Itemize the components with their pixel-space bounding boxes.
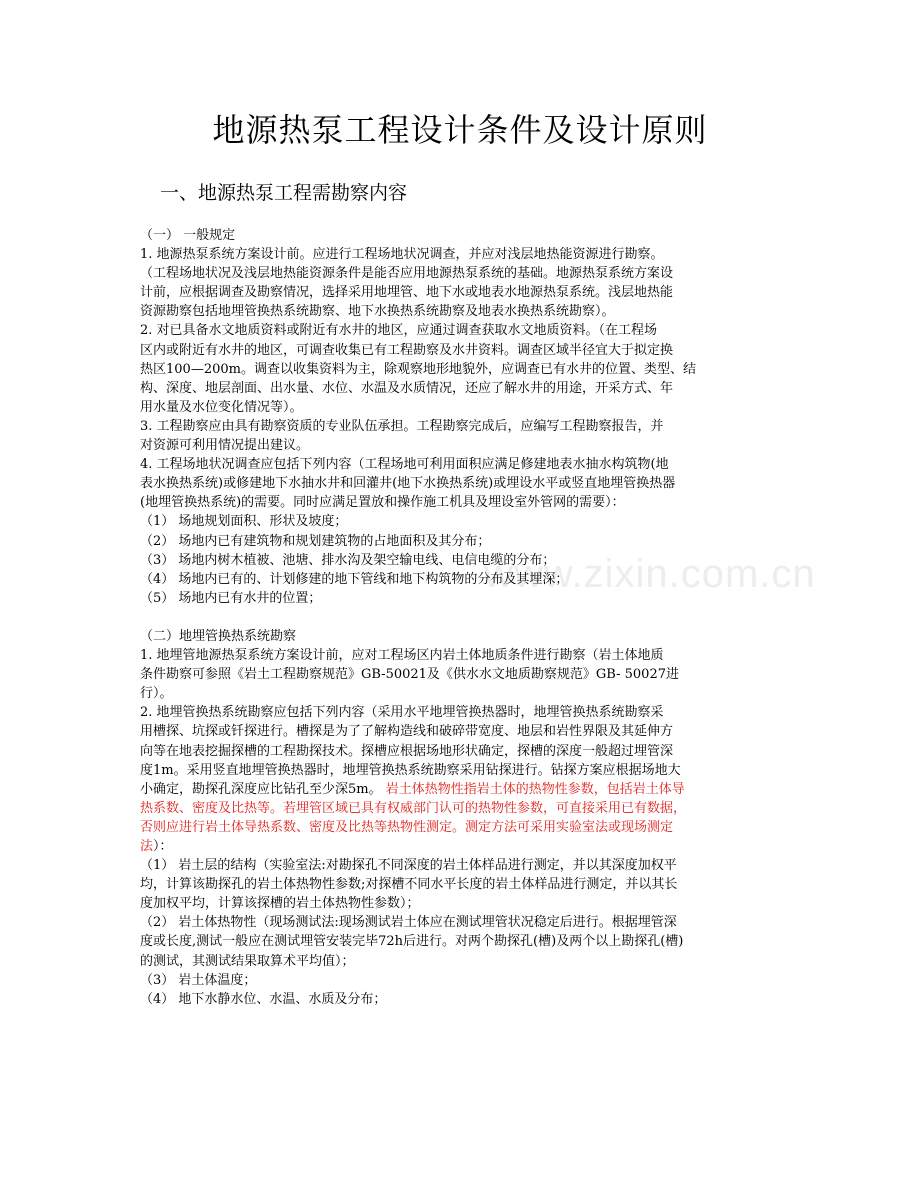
watermark: www.zixin.com.cn bbox=[484, 552, 816, 596]
body-line-mixed bbox=[140, 837, 800, 856]
body-line: 度1m。采用竖直地埋管换热器时，地埋管换热系统勘察采用钻探进行。钻探方案应根据场地大 bbox=[140, 762, 681, 778]
body-line: 的测试，其测试结果取算术平均值）； bbox=[140, 953, 355, 969]
list-item: （3） 岩土体温度； bbox=[140, 972, 257, 988]
body-line: 热区100—200m。调查以收集资料为主，除观察地形地貌外，应调查已有水井的位置、类型、结 bbox=[140, 361, 696, 377]
body-line: （一） 一般规定 bbox=[140, 228, 236, 243]
list-item: （3） 场地内树木植被、池塘、排水沟及架空输电线、电信电缆的分布； bbox=[140, 552, 556, 568]
body-line: 4. 工程场地状况调查应包括下列内容（工程场地可利用面积应满足修建地表水抽水构筑物(地 bbox=[140, 457, 669, 473]
body-line: 3. 工程勘察应由具有勘察资质的专业队伍承担。工程勘察完成后，应编写工程勘察报告，并 bbox=[140, 418, 664, 434]
body-line: 1. 地源热泵系统方案设计前。应进行工程场地状况调查，并应对浅层地热能资源进行勘察。 bbox=[140, 247, 664, 263]
body-line: 向等在地表挖掘探槽的工程勘探技术。探槽应根据场地形状确定，探槽的深度一般超过埋管深 bbox=[140, 743, 674, 759]
body-line: 度或长度,测试一般应在测试埋管安装完毕72h后进行。对两个勘探孔(槽)及两个以上勘探孔(槽) bbox=[140, 934, 684, 950]
list-item: （5） 场地内已有水井的位置； bbox=[140, 590, 322, 606]
body-line: 对资源可利用情况提出建议。 bbox=[140, 438, 310, 454]
document-title: 地源热泵工程设计条件及设计原则 bbox=[212, 111, 708, 149]
general-rules-section bbox=[140, 226, 800, 608]
subsection-heading: （二）地埋管换热系统勘察 bbox=[140, 628, 297, 644]
body-line: 区内或附近有水井的地区，可调查收集已有工程勘察及水井资料。调查区域半径宜大于拟定换 bbox=[140, 342, 674, 358]
body-text: 小确定，勘探孔深度应比钻孔至少深5m。 bbox=[140, 781, 382, 797]
body-line: 资源勘察包括地埋管换热系统勘察、地下水换热系统勘察及地表水换热系统勘察）。 bbox=[140, 304, 615, 320]
body-text: ）： bbox=[153, 839, 173, 854]
body-line: 行）。 bbox=[140, 686, 173, 702]
body-line: 2. 对已具备水文地质资料或附近有水井的地区，应通过调查获取水文地质资料。（在工程场 bbox=[140, 323, 658, 339]
list-item: （4） 场地内已有的、计划修建的地下管线和地下构筑物的分布及其埋深； bbox=[140, 571, 569, 587]
ground-loop-survey-section bbox=[140, 627, 800, 1009]
document-body bbox=[140, 226, 800, 1009]
list-item: （1） 场地规划面积、形状及坡度； bbox=[140, 514, 348, 530]
highlighted-line: 热系数、密度及比热等。若埋管区域已具有权威部门认可的热物性参数，可直接采用已有数据， bbox=[140, 800, 687, 816]
list-item: （2） 岩土体热物性（现场测试法:现场测试岩土体应在测试埋管状况稳定后进行。根据埋管深 bbox=[140, 915, 677, 931]
list-item: （1） 岩土层的结构（实验室法:对勘探孔不同深度的岩土体样品进行测定，并以其深度加权平 bbox=[140, 858, 677, 874]
body-line: 度加权平均，计算该探槽的岩土体热物性参数）； bbox=[140, 896, 420, 912]
body-line: （工程场地状况及浅层地热能资源条件是能否应用地源热泵系统的基础。地源热泵系统方案设 bbox=[140, 266, 674, 282]
body-line: 均，计算该勘探孔的岩土体热物性参数;对探槽不同水平长度的岩土体样品进行测定，并以其长 bbox=[140, 877, 678, 893]
body-line: 2. 地埋管换热系统勘察应包括下列内容（采用水平地埋管换热器时，地埋管换热系统勘察采 bbox=[140, 705, 664, 721]
body-line: 用槽探、坑探或钎探进行。槽探是为了了解构造线和破碎带宽度、地层和岩性界限及其延伸方 bbox=[140, 724, 674, 740]
body-line: (地埋管换热系统)的需要。同时应满足置放和操作施工机具及埋设室外管网的需要）： bbox=[140, 495, 625, 511]
body-line: 计前，应根据调查及勘察情况，选择采用地埋管、地下水或地表水地源热泵系统。浅层地热能 bbox=[140, 285, 674, 301]
list-item: （4） 地下水静水位、水温、水质及分布； bbox=[140, 991, 387, 1007]
highlighted-text: 法 bbox=[140, 839, 154, 854]
body-line: 表水换热系统)或修建地下水抽水井和回灌井(地下水换热系统)或埋设水平或竖直地埋管换热器 bbox=[140, 476, 676, 492]
body-line: 构、深度、地层剖面、出水量、水位、水温及水质情况，还应了解水井的用途，开采方式、年 bbox=[140, 380, 674, 396]
body-line: 用水量及水位变化情况等）。 bbox=[140, 399, 303, 415]
paragraph-gap bbox=[140, 608, 800, 627]
body-line-mixed bbox=[140, 780, 800, 799]
body-line: 1. 地埋管地源热泵系统方案设计前，应对工程场区内岩土体地质条件进行勘察（岩土体地质 bbox=[140, 648, 664, 664]
list-item: （2） 场地内已有建筑物和规划建筑物的占地面积及其分布； bbox=[140, 533, 491, 549]
section-heading: 一、地源热泵工程需勘察内容 bbox=[160, 182, 408, 204]
highlighted-text: 岩土体热物性指岩土体的热物性参数，包括岩土体导 bbox=[385, 781, 685, 797]
highlighted-line: 否则应进行岩土体导热系数、密度及比热等热物性测定。测定方法可采用实验室法或现场测定 bbox=[140, 819, 674, 835]
body-line: 条件勘察可参照《岩土工程勘察规范》GB-50021及《供水水文地质勘察规范》GB- 50027进 bbox=[140, 667, 679, 683]
